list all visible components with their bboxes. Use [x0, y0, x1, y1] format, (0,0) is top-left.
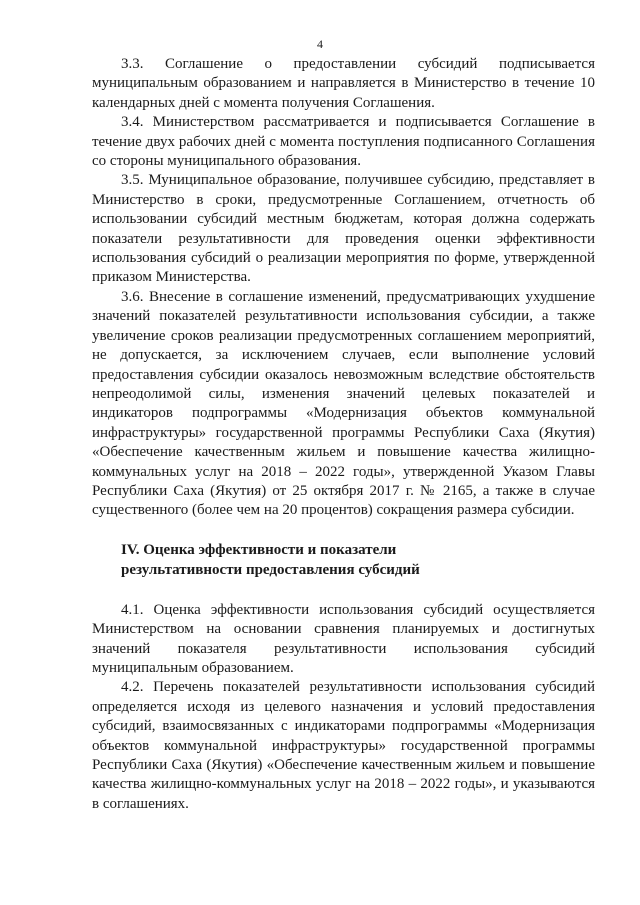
- section-heading-line-2: результативности предоставления субсидий: [121, 561, 420, 578]
- paragraph-3-6: 3.6. Внесение в соглашение изменений, предусматривающих ухудшение значений показателей результативности использования субсидии, а также увеличение сроков реализации предусмотренных соглашением мероприятий, не допускается, за исключением случаев, если выполнение условий предоставления субсидии оказалось невозможным вследствие обстоятельств непреодолимой силы, изменения значений целевых показателей и индикаторов подпрограммы «Модернизация объектов коммунальной инфраструктуры» государственной программы Республики Саха (Якутия) «Обеспечение качественным жильем и повышение качества жилищно-коммунальных услуг на 2018 – 2022 годы», утвержденной Указом Главы Республики Саха (Якутия) от 25 октября 2017 г. № 2165, а также в случае существенного (более чем на 20 процентов) сокращения размера субсидии.: [92, 288, 595, 519]
- document-body: [92, 55, 595, 814]
- paragraph-3-5: 3.5. Муниципальное образование, получившее субсидию, представляет в Министерство в сроки, предусмотренные Соглашением, отчетность об использовании субсидий местным бюджетам, которая должна содержать показатели результативности для проведения оценки эффективности использования субсидий о реализации мероприятия по форме, утвержденной приказом Министерства.: [92, 172, 595, 286]
- paragraph-4-2: 4.2. Перечень показателей результативности использования субсидий определяется исходя из целевого назначения и условий предоставления субсидий, взаимосвязанных с индикаторами подпрограммы «Модернизация объектов коммунальной инфраструктуры» государственной программы Республики Саха (Якутия) «Обеспечение качественным жильем и повышение качества жилищно-коммунальных услуг на 2018 – 2022 годы», и указываются в соглашениях.: [92, 679, 595, 812]
- page-number: 4: [317, 37, 323, 51]
- paragraph-3-4: 3.4. Министерством рассматривается и подписывается Соглашение в течение двух рабочих дней с момента поступления подписанного Соглашения со стороны муниципального образования.: [92, 114, 595, 170]
- section-heading-line-1: IV. Оценка эффективности и показатели: [121, 541, 397, 558]
- paragraph-3-3: 3.3. Соглашение о предоставлении субсидий подписывается муниципальным образованием и направляется в Министерство в течение 10 календарных дней с момента получения Соглашения.: [92, 56, 595, 111]
- paragraph-4-1: 4.1. Оценка эффективности использования субсидий осуществляется Министерством на основании сравнения планируемых и достигнутых значений показателя результативности использования субсидий муниципальным образованием.: [92, 601, 595, 676]
